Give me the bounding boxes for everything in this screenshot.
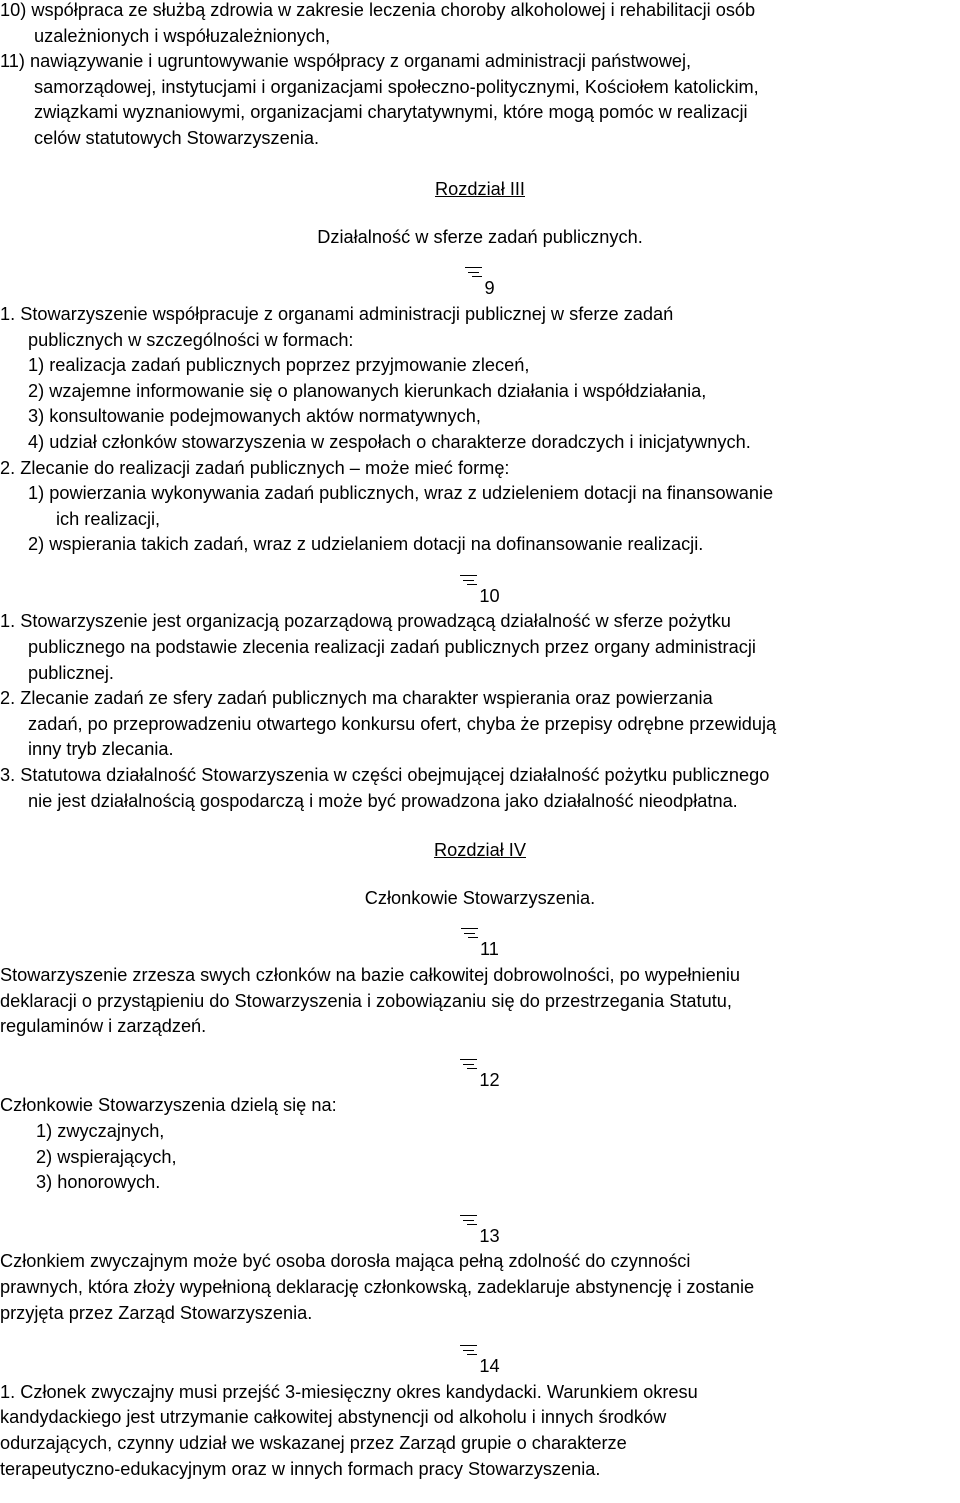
section-number: 12: [479, 1069, 500, 1090]
chapter-title: Działalność w sferze zadań publicznych.: [317, 226, 643, 247]
text-line: nie jest działalnością gospodarczą i może być prowadzona jako działalność nieodpłatna.: [28, 790, 738, 811]
text-line: regulaminów i zarządzeń.: [0, 1016, 207, 1037]
list-item: 3) konsultowanie podejmowanych aktów normatywnych,: [28, 406, 481, 427]
text-line: zadań, po przeprowadzeniu otwartego konkursu ofert, chyba że przepisy odrębne przewidują: [28, 713, 777, 734]
text-line: deklaracji o przystąpieniu do Stowarzyszenia i zobowiązaniu się do przestrzegania Statutu,: [0, 990, 732, 1011]
text-line: samorządowej, instytucjami i organizacjami społeczno-politycznymi, Kościołem katolickim,: [34, 76, 759, 97]
section-10: [0, 609, 960, 814]
section-mark-13: [0, 1224, 960, 1250]
chapter-heading: Rozdział IV: [434, 840, 526, 861]
section-mark-14: [0, 1354, 960, 1380]
list-item: 1) powierzania wykonywania zadań publicznych, wraz z udzieleniem dotacji na finansowanie: [28, 483, 774, 504]
text-line: publicznych w szczególności w formach:: [28, 329, 354, 350]
section-number: 13: [479, 1225, 500, 1246]
text-line: 1. Stowarzyszenie współpracuje z organami administracji publicznej w sferze zadań: [0, 303, 674, 324]
text-line: przyjęta przez Zarząd Stowarzyszenia.: [0, 1302, 313, 1323]
text-line: związkami wyznaniowymi, organizacjami charytatywnymi, które mogą pomóc w realizacji: [34, 102, 748, 123]
section-sign-icon: [465, 267, 482, 268]
section-number: 9: [484, 278, 495, 299]
text-line: 10) współpraca ze służbą zdrowia w zakresie leczenia choroby alkoholowej i rehabilitacji osób: [0, 0, 756, 20]
text-line: inny tryb zlecania.: [28, 739, 174, 760]
list-item: 2) wspierania takich zadań, wraz z udzielaniem dotacji na dofinansowanie realizacji.: [28, 534, 704, 555]
text-line: terapeutyczno-edukacyjnym oraz w innych formach pracy Stowarzyszenia.: [0, 1458, 601, 1479]
section-13: [0, 1249, 960, 1326]
section-mark-10: [0, 584, 960, 610]
section-9: [0, 302, 960, 558]
list-item-11: [0, 49, 960, 151]
text-line: 3. Statutowa działalność Stowarzyszenia w części obejmującej działalność pożytku publicznego: [0, 765, 770, 786]
text-line: Stowarzyszenie zrzesza swych członków na bazie całkowitej dobrowolności, po wypełnieniu: [0, 965, 740, 985]
section-sign-icon: [461, 928, 478, 929]
section-mark-11: [0, 937, 960, 963]
section-11: [0, 963, 960, 1040]
text-line: kandydackiego jest utrzymanie całkowitej abstynencji od alkoholu i innych środków: [0, 1407, 667, 1428]
list-item: 2) wspierających,: [36, 1146, 177, 1167]
list-item: 1) realizacja zadań publicznych poprzez przyjmowanie zleceń,: [28, 355, 530, 376]
text-line: odurzających, czynny udział we wskazanej przez Zarząd grupie o charakterze: [0, 1432, 627, 1453]
section-number: 10: [479, 585, 500, 606]
list-item-10: [0, 0, 960, 49]
text-line: publicznego na podstawie zlecenia realizacji zadań publicznych przez organy administracji: [28, 637, 756, 658]
list-item-continuation: ich realizacji,: [56, 508, 161, 529]
section-mark-9: [0, 276, 960, 302]
list-item: 3) honorowych.: [36, 1172, 161, 1193]
text-line: prawnych, która złoży wypełnioną deklarację członkowską, zadeklaruje abstynencję i zostanie: [0, 1276, 755, 1297]
chapter-title: Członkowie Stowarzyszenia.: [364, 887, 596, 908]
section-14: [0, 1380, 960, 1482]
text-line: 11) nawiązywanie i ugruntowywanie współpracy z organami administracji państwowej,: [0, 51, 692, 72]
section-sign-icon: [460, 1059, 477, 1060]
list-item: 4) udział członków stowarzyszenia w zespołach o charakterze doradczych i inicjatywnych.: [28, 431, 751, 452]
text-line: Członkowie Stowarzyszenia dzielą się na:: [0, 1095, 337, 1116]
list-item: 1) zwyczajnych,: [36, 1120, 165, 1141]
section-sign-icon: [460, 1215, 477, 1216]
text-line: publicznej.: [28, 662, 114, 683]
chapter-heading: Rozdział III: [435, 179, 525, 200]
list-item: 2) wzajemne informowanie się o planowanych kierunkach działania i współdziałania,: [28, 380, 707, 401]
section-mark-12: [0, 1068, 960, 1094]
section-12: [0, 1093, 960, 1195]
text-line: 2. Zlecanie do realizacji zadań publicznych – może mieć formę:: [0, 457, 510, 478]
section-number: 14: [479, 1356, 500, 1377]
section-number: 11: [480, 939, 499, 960]
text-line: 1. Stowarzyszenie jest organizacją pozarządową prowadzącą działalność w sferze pożytku: [0, 611, 731, 632]
text-line: 1. Członek zwyczajny musi przejść 3-miesięczny okres kandydacki. Warunkiem okresu: [0, 1381, 698, 1402]
text-line: Członkiem zwyczajnym może być osoba dorosła mająca pełną zdolność do czynności: [0, 1251, 691, 1272]
text-line: celów statutowych Stowarzyszenia.: [34, 127, 320, 148]
section-sign-icon: [460, 1345, 477, 1346]
text-line: 2. Zlecanie zadań ze sfery zadań publicznych ma charakter wspierania oraz powierzania: [0, 688, 713, 709]
section-sign-icon: [460, 575, 477, 576]
text-line: uzależnionych i współuzależnionych,: [34, 25, 331, 46]
